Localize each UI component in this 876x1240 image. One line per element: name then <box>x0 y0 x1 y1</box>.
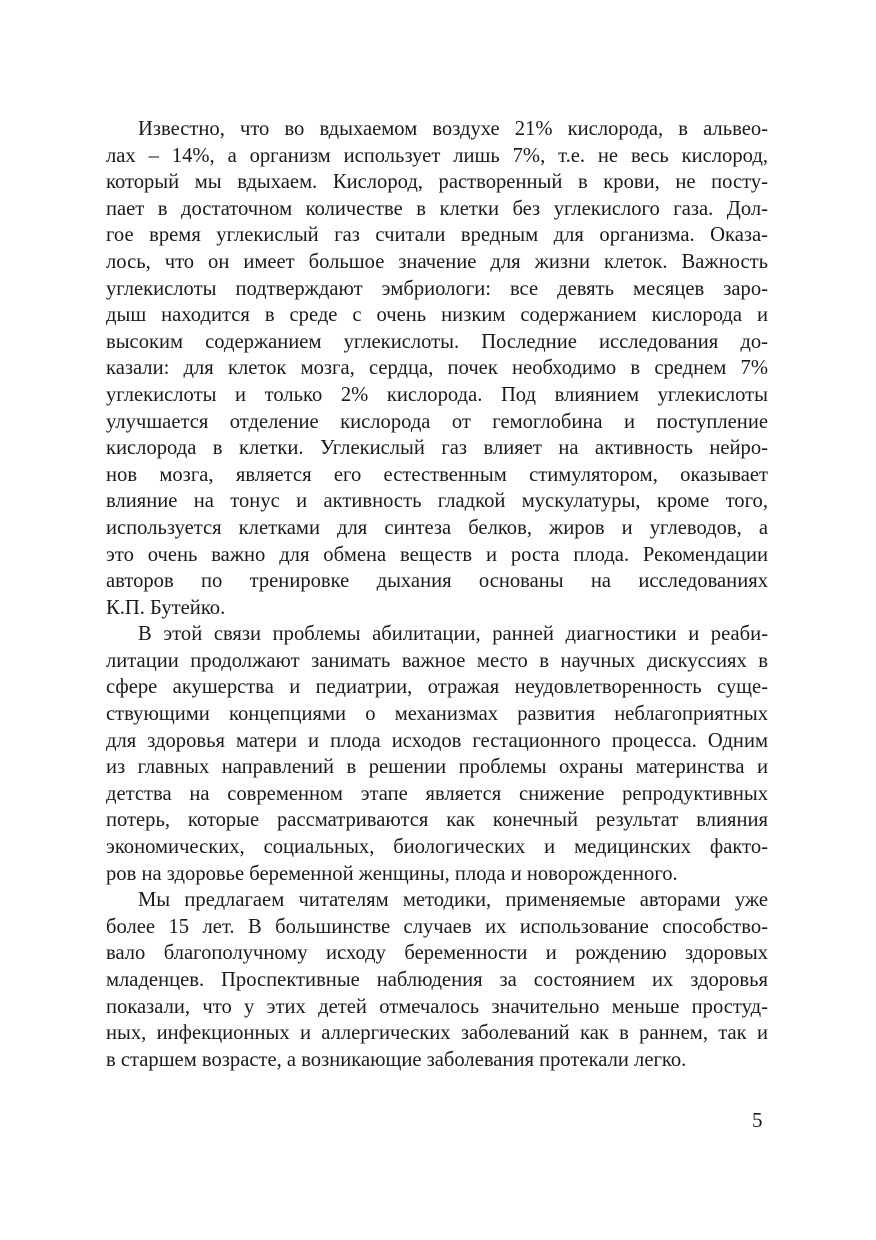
text-line: младенцев. Проспективные наблюдения за состоянием их здоровья <box>106 969 768 991</box>
text-line: дыш находится в среде с очень низким содержанием кислорода и <box>106 304 768 327</box>
text-line: углекислоты подтверждают эмбриологи: все девять месяцев заро- <box>106 277 768 300</box>
text-line: кислорода в клетки. Углекислый газ влияет на активность нейро- <box>106 437 768 460</box>
text-line: К.П. Бутейко. <box>106 596 226 619</box>
text-line: потерь, которые рассматриваются как конечный результат влияния <box>106 809 768 832</box>
text-line: который мы вдыхаем. Кислород, растворенный в крови, не посту- <box>106 171 768 194</box>
text-line: высоким содержанием углекислоты. Последние исследования до- <box>106 330 768 353</box>
text-line: пает в достаточном количестве в клетки без углекислого газа. Дол- <box>106 197 768 220</box>
text-line: для здоровья матери и плода исходов гестационного процесса. Одним <box>106 729 768 752</box>
text-line: улучшается отделение кислорода от гемоглобина и поступление <box>106 410 768 433</box>
text-line: казали: для клеток мозга, сердца, почек необходимо в среднем 7% <box>106 357 768 380</box>
text-line: показали, что у этих детей отмечалось значительно меньше простуд- <box>106 995 768 1018</box>
text-line: ных, инфекционных и аллергических заболеваний как в раннем, так и <box>106 1022 768 1045</box>
paragraph-1 <box>106 116 768 621</box>
paragraph-3 <box>106 887 768 1073</box>
text-line: ров на здоровье беременной женщины, плода и новорожденного. <box>106 862 678 885</box>
text-line: влияние на тонус и активность гладкой мускулатуры, кроме того, <box>106 490 768 513</box>
text-line: в старшем возрасте, а возникающие заболевания протекали легко. <box>106 1048 687 1071</box>
text-line: экономических, социальных, биологических и медицинских факто- <box>106 836 768 859</box>
text-line: авторов по тренировке дыхания основаны на исследованиях <box>106 570 768 593</box>
text-line: сфере акушерства и педиатрии, отражая неудовлетворенность суще- <box>106 676 768 699</box>
text-line: Известно, что во вдыхаемом воздухе 21% кислорода, в альвео- <box>138 118 768 140</box>
text-line: ствующими концепциями о механизмах развития неблагоприятных <box>106 703 768 726</box>
text-line: используется клетками для синтеза белков, жиров и углеводов, а <box>106 516 768 539</box>
text-line: гое время углекислый газ считали вредным для организма. Оказа- <box>106 224 768 247</box>
text-line: нов мозга, является его естественным стимулятором, оказывает <box>106 463 768 486</box>
text-line: В этой связи проблемы абилитации, ранней диагностики и реаби- <box>138 623 768 646</box>
text-line: Мы предлагаем читателям методики, применяемые авторами уже <box>138 889 768 912</box>
text-line: вало благополучному исходу беременности и рождению здоровых <box>106 942 768 965</box>
text-line: углекислоты и только 2% кислорода. Под влиянием углекислоты <box>106 383 768 406</box>
text-line: из главных направлений в решении проблемы охраны материнства и <box>106 756 768 779</box>
text-line: это очень важно для обмена веществ и роста плода. Рекомендации <box>106 543 768 566</box>
body-text <box>106 116 768 1073</box>
text-line: литации продолжают занимать важное место в научных дискуссиях в <box>106 649 768 672</box>
text-line: лах – 14%, а организм использует лишь 7%, т.е. не весь кислород, <box>106 144 768 167</box>
page-number: 5 <box>752 1108 763 1132</box>
text-line: детства на современном этапе является снижение репродуктивных <box>106 782 768 805</box>
paragraph-2 <box>106 621 768 887</box>
text-line: более 15 лет. В большинстве случаев их использование способство- <box>106 915 768 938</box>
text-line: лось, что он имеет большое значение для жизни клеток. Важность <box>106 250 768 273</box>
